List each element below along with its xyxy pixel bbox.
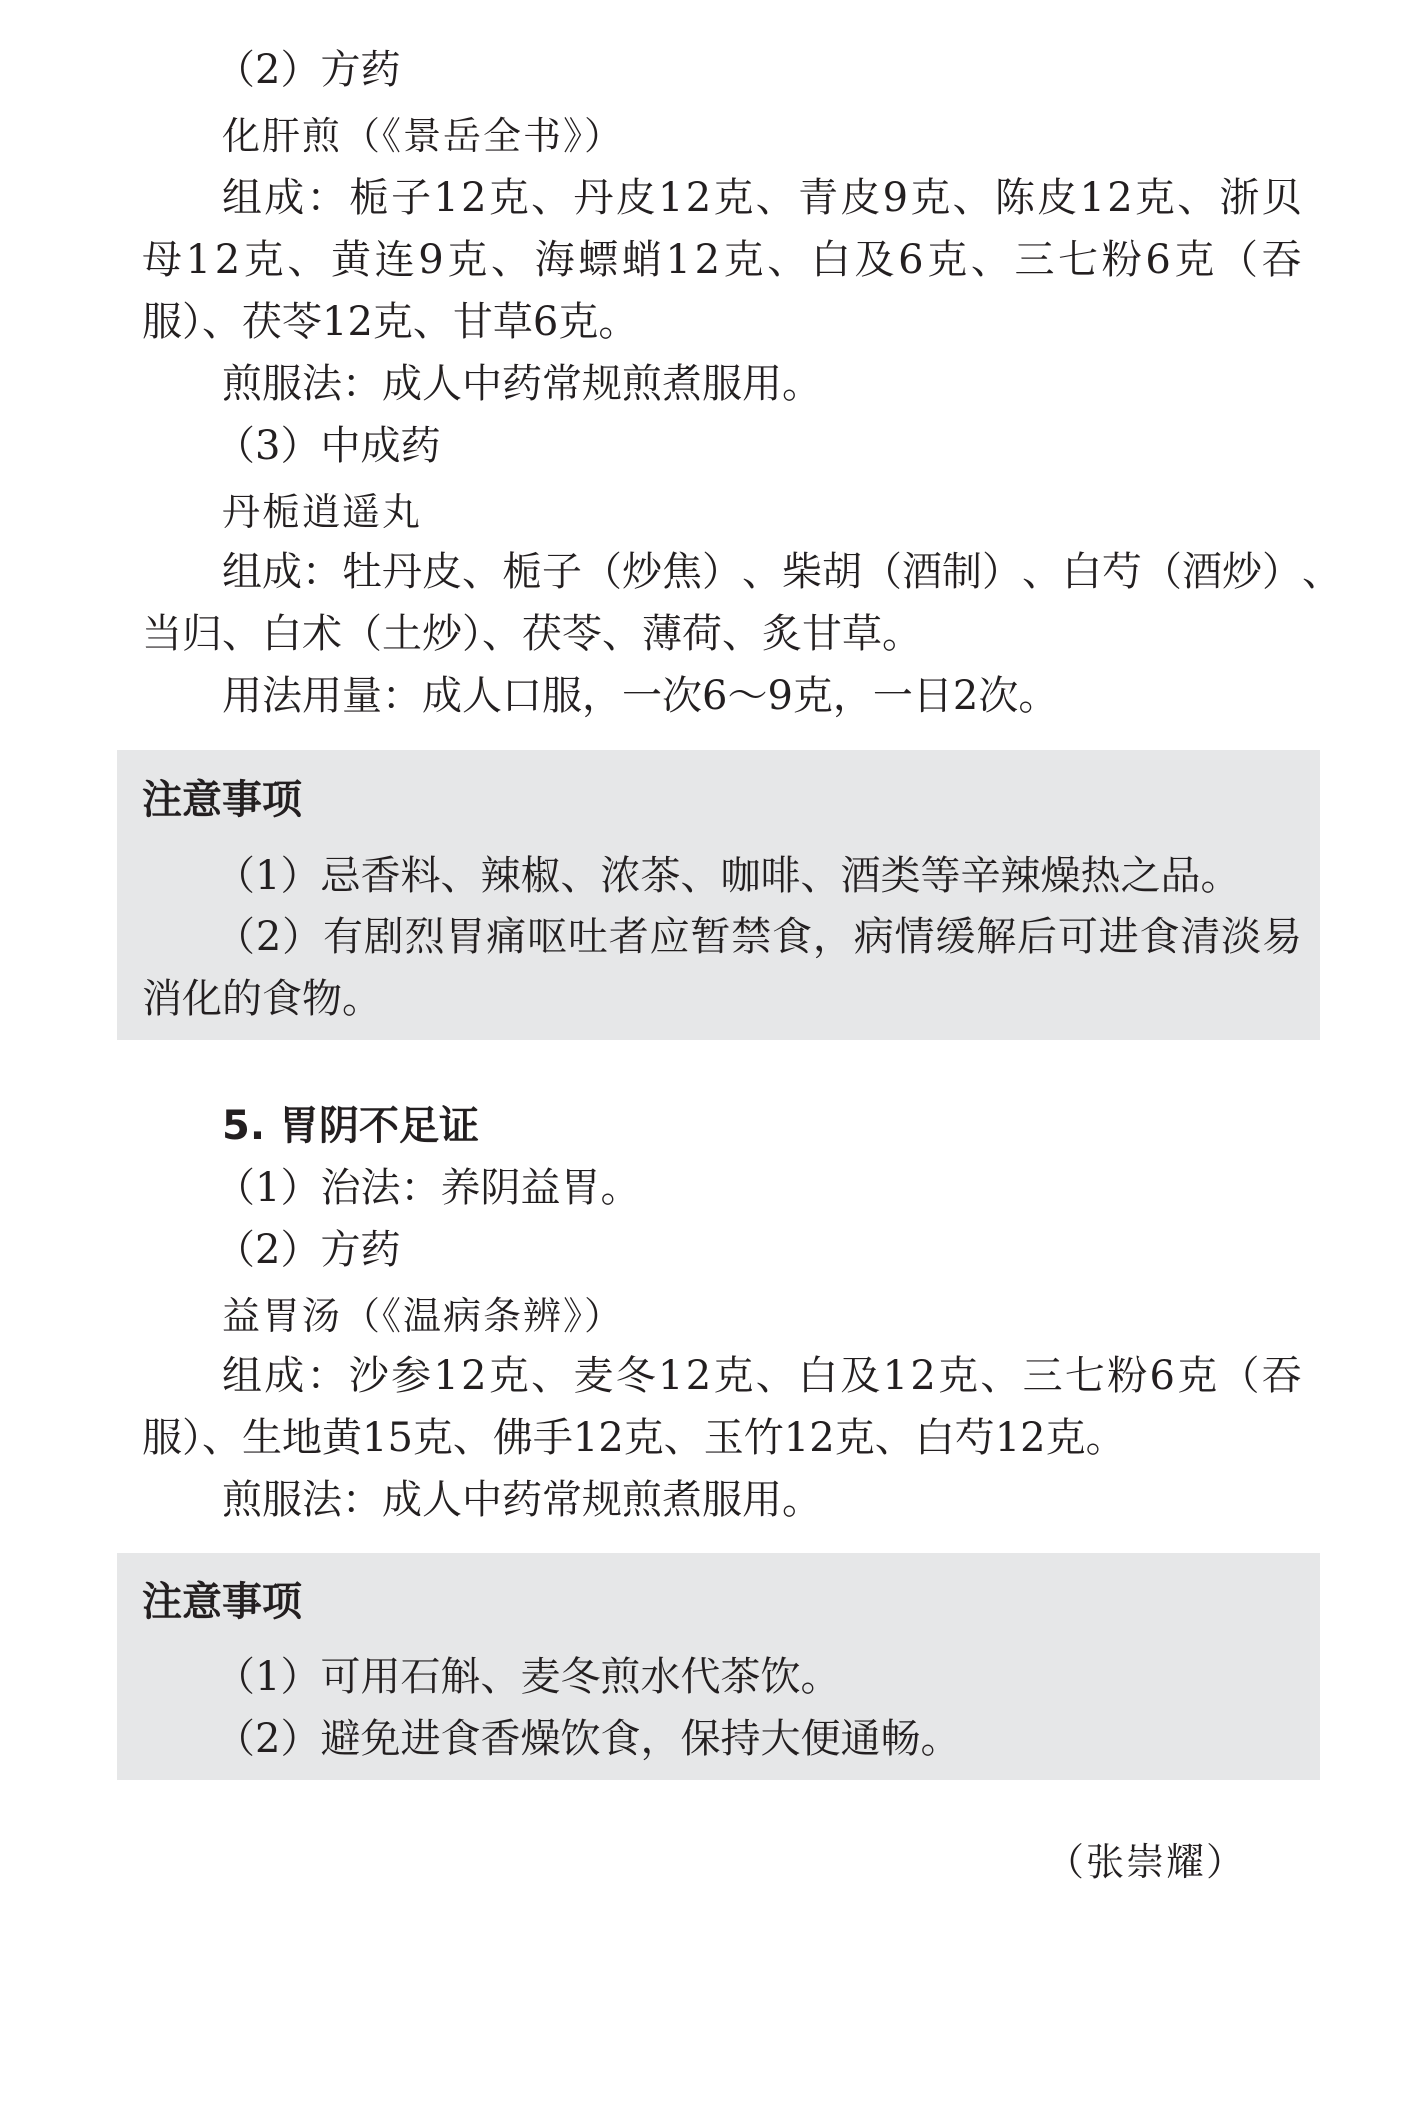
patent-composition-line-2: 当归、白术（土炒）、茯苓、薄荷、炙甘草。 — [142, 611, 922, 657]
note-box-1-title: 注意事项 — [142, 777, 302, 823]
formula-title: 化肝煎（《景岳全书》） — [222, 114, 625, 158]
author-attribution: （张崇耀） — [1046, 1840, 1247, 1884]
formula-title-2: 益胃汤（《温病条辨》） — [222, 1294, 625, 1338]
composition-line-3: 服）、茯苓12克、甘草6克。 — [142, 299, 639, 345]
note-box-1-item-1: （1）忌香料、辣椒、浓茶、咖啡、酒类等辛辣燥热之品。 — [215, 853, 1241, 899]
section-heading: 5. 胃阴不足证 — [222, 1103, 479, 1149]
decoction-method-2: 煎服法：成人中药常规煎煮服用。 — [222, 1477, 822, 1523]
treatment-method: （1）治法：养阴益胃。 — [215, 1165, 641, 1211]
composition-2-line-2: 服）、生地黄15克、佛手12克、玉竹12克、白芍12克。 — [142, 1415, 1126, 1461]
note-box-2-item-2: （2）避免进食香燥饮食，保持大便通畅。 — [215, 1716, 961, 1762]
patent-composition-line-1: 组 成 ： 牡 丹 皮 、 栀 子 （ 炒 焦 ） 、 柴 胡 （ 酒 制 ） 、 白 芍 （ 酒 炒 ） 、 — [222, 549, 1342, 595]
composition-2-line-1: 组 成 ： 沙 参 1 2 克 、 麦 冬 1 2 克 、 白 及 1 2 克 、 三 七 粉 6 克 （ 吞 — [222, 1353, 1302, 1399]
composition-line-2: 母 1 2 克 、 黄 连 9 克 、 海 螵 蛸 1 2 克 、 白 及 6 克 、 三 七 粉 6 克 （ 吞 — [142, 237, 1302, 283]
patent-medicine-heading: （3）中成药 — [215, 423, 441, 469]
fangyao-heading: （2）方药 — [215, 47, 401, 93]
note-box-1-item-2: （ 2 ） 有 剧 烈 胃 痛 呕 吐 者 应 暂 禁 食 ， 病 情 缓 解 后 可 进 食 清 淡 易 — [215, 914, 1302, 960]
note-box-1-item-2-cont: 消化的食物。 — [142, 976, 382, 1022]
patent-medicine-title: 丹栀逍遥丸 — [222, 490, 423, 534]
note-box-2-title: 注意事项 — [142, 1579, 302, 1625]
decoction-method: 煎服法：成人中药常规煎煮服用。 — [222, 361, 822, 407]
note-box-2-item-1: （1）可用石斛、麦冬煎水代茶饮。 — [215, 1654, 841, 1700]
composition-line-1: 组 成 ： 栀 子 1 2 克 、 丹 皮 1 2 克 、 青 皮 9 克 、 陈 皮 1 2 克 、 浙 贝 — [222, 175, 1302, 221]
usage-dosage: 用法用量：成人口服，一次6～9克，一日2次。 — [222, 673, 1059, 719]
fangyao-heading-2: （2）方药 — [215, 1227, 401, 1273]
